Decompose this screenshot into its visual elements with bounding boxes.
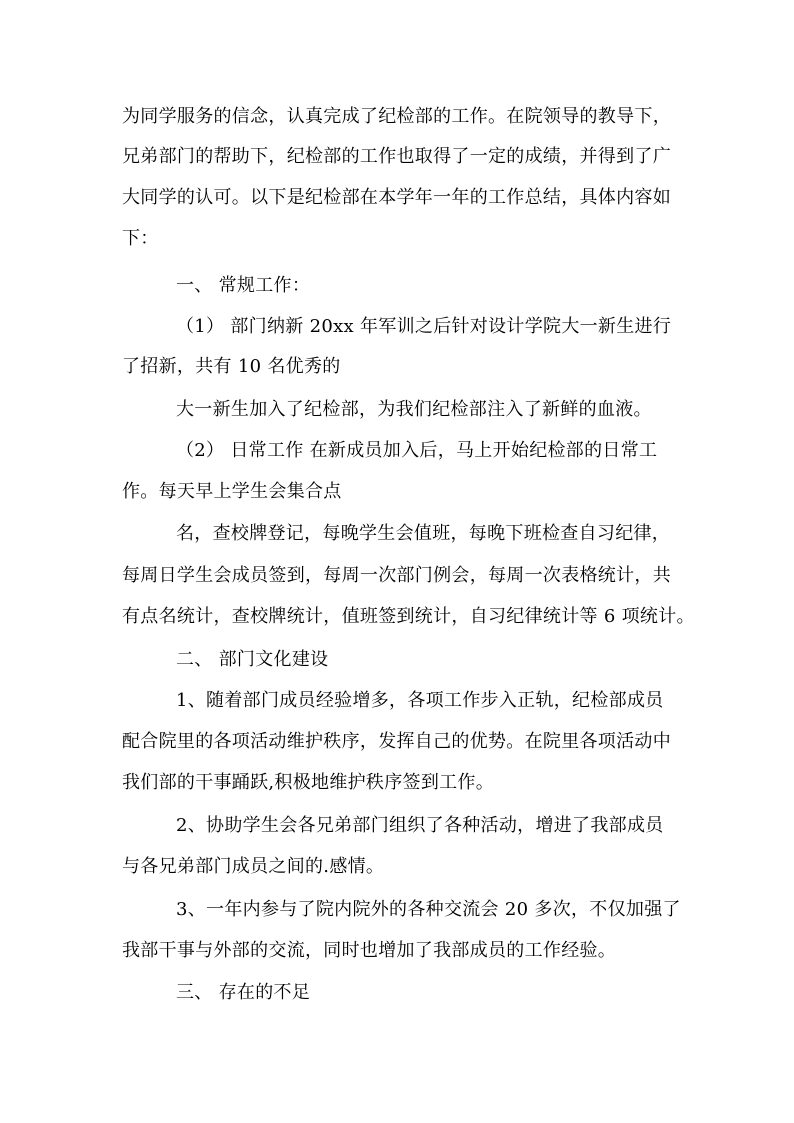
paragraph-line: 配合院里的各项活动维护秩序，发挥自己的优势。在院里各项活动中	[122, 731, 671, 752]
paragraph-line: 我部干事与外部的交流，同时也增加了我部成员的工作经验。	[122, 940, 617, 961]
paragraph-line: 名，查校牌登记，每晚学生会值班，每晚下班检查自习纪律，	[176, 523, 671, 544]
paragraph-line: （1） 部门纳新 20xx 年军训之后针对设计学院大一新生进行	[176, 316, 672, 337]
paragraph-line: 每周日学生会成员签到，每周一次部门例会，每周一次表格统计，共	[122, 565, 671, 586]
paragraph-line: 1、随着部门成员经验增多，各项工作步入正轨，纪检部成员	[176, 690, 664, 711]
paragraph-line: 3、一年内参与了院内院外的各种交流会 20 多次，不仅加强了	[176, 899, 681, 920]
paragraph-line: 了招新，共有 10 名优秀的	[122, 356, 341, 377]
paragraph-line: 作。每天早上学生会集合点	[122, 481, 342, 502]
paragraph-line: 我们部的干事踊跃,积极地维护秩序签到工作。	[122, 772, 495, 793]
paragraph-line: 兄弟部门的帮助下，纪检部的工作也取得了一定的成绩，并得到了广	[122, 146, 671, 167]
paragraph-line: 下：	[122, 228, 159, 249]
paragraph-line: 2、协助学生会各兄弟部门组织了各种活动，增进了我部成员	[176, 815, 664, 836]
paragraph-line: 有点名统计，查校牌统计，值班签到统计，自习纪律统计等 6 项统计。	[122, 606, 695, 627]
paragraph-line: 大同学的认可。以下是纪检部在本学年一年的工作总结，具体内容如	[122, 187, 671, 208]
section-heading: 二、 部门文化建设	[176, 649, 329, 670]
paragraph-line: 与各兄弟部门成员之间的.感情。	[122, 856, 385, 877]
paragraph-line: 大一新生加入了纪检部，为我们纪检部注入了新鲜的血液。	[176, 399, 652, 420]
section-heading: 一、 常规工作：	[176, 275, 311, 296]
section-heading: 三、 存在的不足	[176, 982, 311, 1003]
paragraph-line: 为同学服务的信念，认真完成了纪检部的工作。在院领导的教导下，	[122, 106, 671, 127]
paragraph-line: （2） 日常工作 在新成员加入后，马上开始纪检部的日常工	[176, 440, 658, 461]
